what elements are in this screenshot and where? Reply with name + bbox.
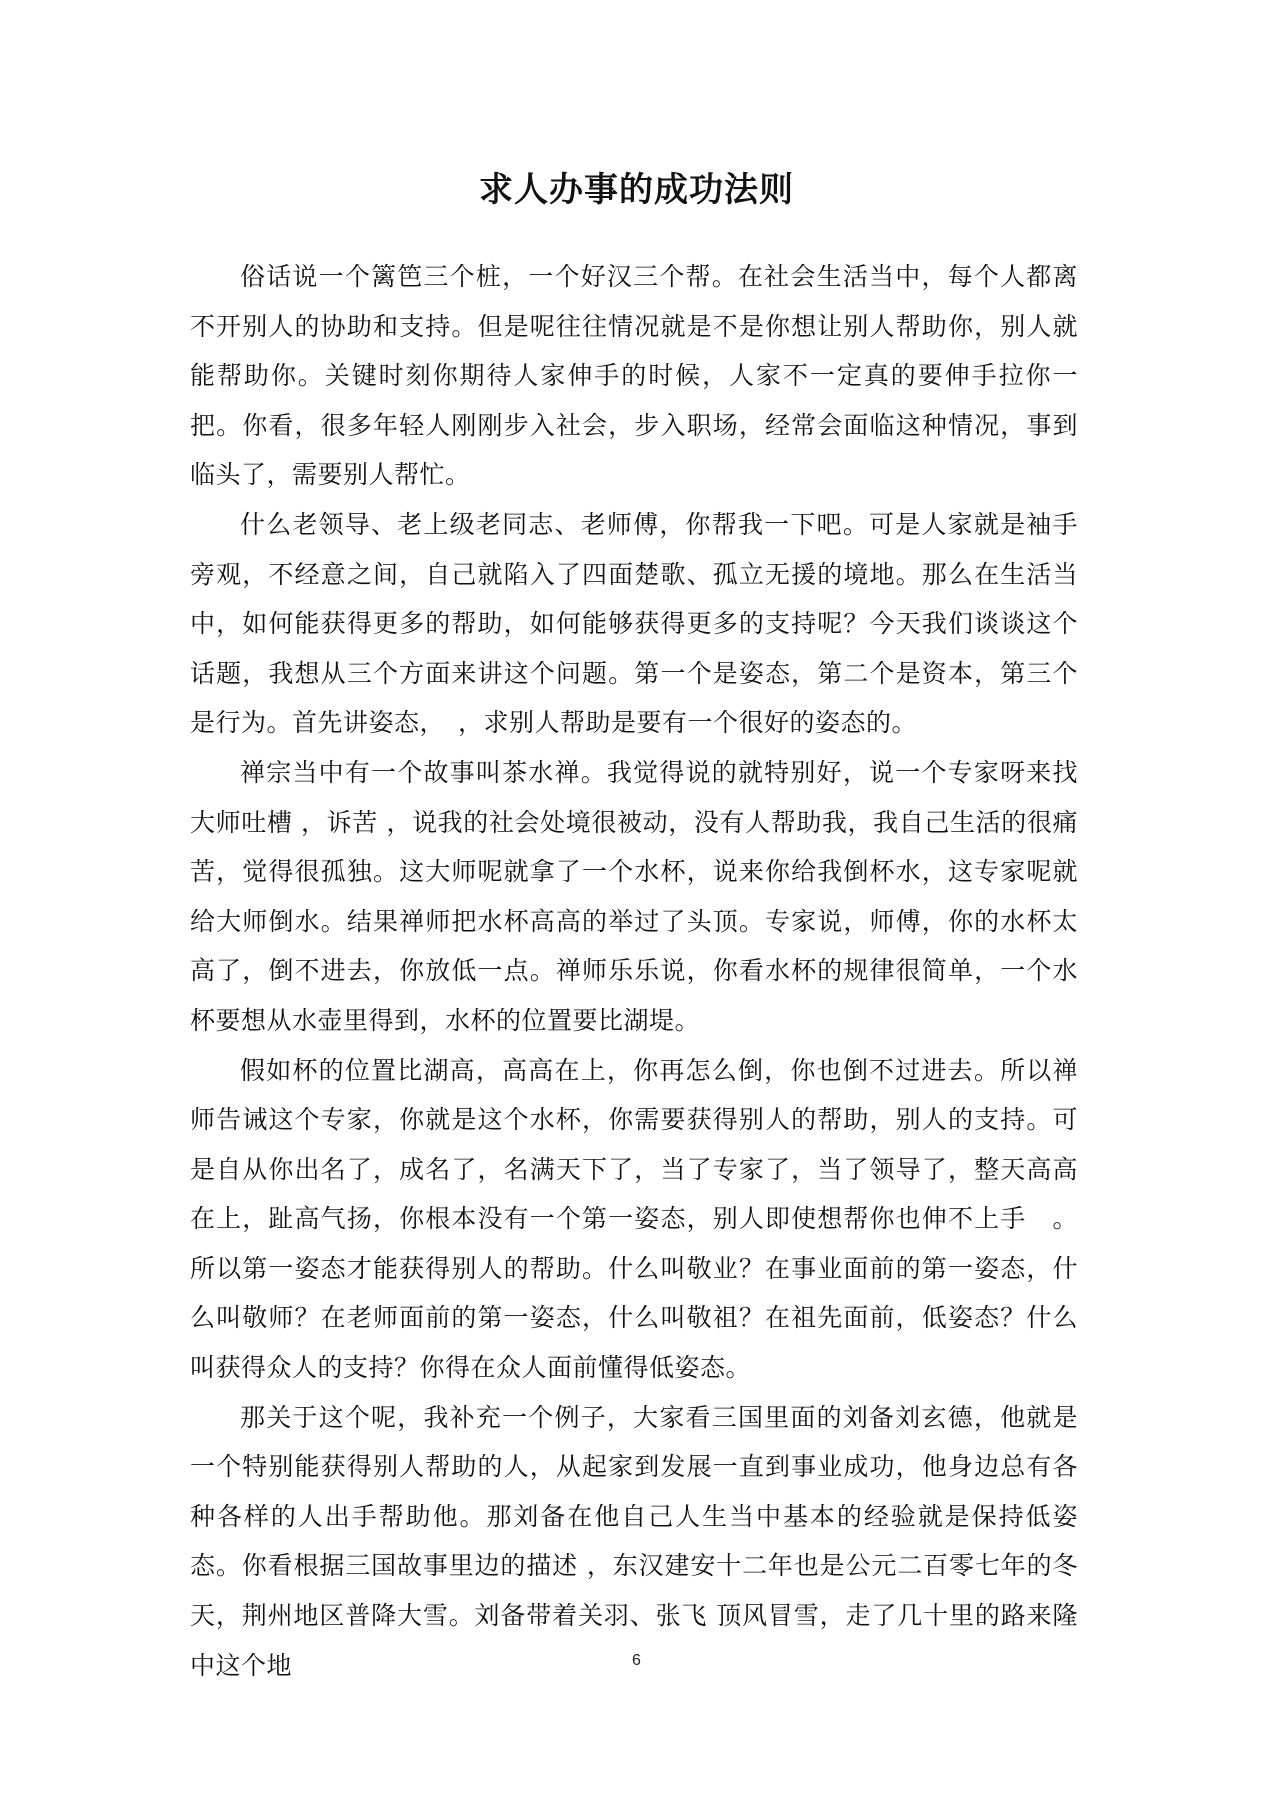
paragraph: 俗话说一个篱笆三个桩，一个好汉三个帮。在社会生活当中，每个人都离不开别人的协助和支持。但是呢往往情况就是不是你想让别人帮助你，别人就能帮助你。关键时刻你期待人家伸手的时候，人家不一定真的要伸手拉你一把。你看，很多年轻人刚刚步入社会，步入职场，经常会面临这种情况，事到临头了，需要别人帮忙。 bbox=[190, 262, 1078, 490]
paragraph: 禅宗当中有一个故事叫茶水禅。我觉得说的就特别好，说一个专家呀来找大师吐槽 ，诉苦 ，说我的社会处境很被动，没有人帮助我，我自己生活的很痛苦，觉得很孤独。这大师呢就拿了一个水杯，说来你给我倒杯水，这专家呢就给大师倒水。结果禅师把水杯高高的举过了头顶。专家说，师傅，你的水杯太高了，倒不进去，你放低一点。禅师乐乐说，你看水杯的规律很简单，一个水杯要想从水壶里得到，水杯的位置要比湖堤。 bbox=[190, 757, 1078, 1035]
paragraph: 假如杯的位置比湖高，高高在上，你再怎么倒，你也倒不过进去。所以禅师告诫这个专家，你就是这个水杯，你需要获得别人的帮助，别人的支持。可是自从你出名了，成名了，名满天下了，当了专家了，当了领导了，整天高高在上，趾高气扬，你根本没有一个第一姿态，别人即使想帮你也伸不上手 。所以第一姿态才能获得别人的帮助。什么叫敬业？在事业面前的第一姿态，什么叫敬师？在老师面前的第一姿态，什么叫敬祖？在祖先面前，低姿态？什么叫获得众人的支持？你得在众人面前懂得低姿态。 bbox=[190, 1055, 1078, 1383]
page-number: 6 bbox=[632, 1652, 641, 1669]
paragraph: 什么老领导、老上级老同志、老师傅，你帮我一下吧。可是人家就是袖手旁观，不经意之间，自己就陷入了四面楚歌、孤立无援的境地。那么在生活当中，如何能获得更多的帮助，如何能够获得更多的支持呢？今天我们谈谈这个话题，我想从三个方面来讲这个问题。第一个是姿态，第二个是资本，第三个是行为。首先讲姿态， ，求别人帮助是要有一个很好的姿态的。 bbox=[190, 509, 1078, 738]
paragraph: 那关于这个呢，我补充一个例子，大家看三国里面的刘备刘玄德，他就是一个特别能获得别人帮助的人，从起家到发展一直到事业成功，他身边总有各种各样的人出手帮助他。那刘备在他自己人生当中基本的经验就是保持低姿态。你看根据三国故事里边的描述 ，东汉建安十二年也是公元二百零七年的冬天，荆州地区普降大雪。刘备带着关羽、张飞 顶风冒雪，走了几十里的路来隆中这个地 bbox=[190, 1402, 1078, 1680]
document-body bbox=[190, 252, 1078, 1690]
document-title: 求人办事的成功法则 bbox=[479, 170, 794, 210]
